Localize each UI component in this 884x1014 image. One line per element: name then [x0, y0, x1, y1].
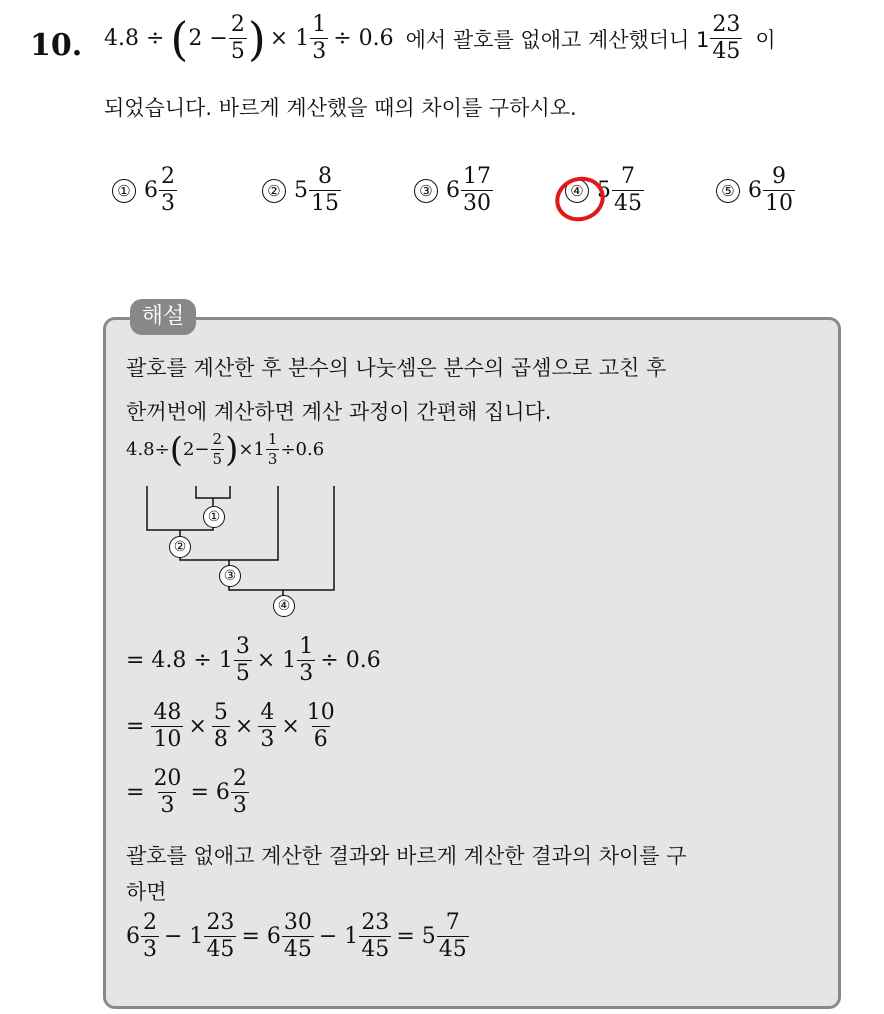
- question-number: 10.: [30, 28, 83, 63]
- choice-whole: 6: [446, 178, 460, 203]
- choice-whole: 5: [294, 178, 308, 203]
- calc-text: ÷ 0.6: [320, 648, 381, 673]
- choice-fraction: 2 3: [161, 164, 175, 216]
- calc-line-3: [126, 768, 250, 817]
- question-end: 이: [755, 27, 776, 52]
- expr-mul: × 1: [269, 26, 310, 51]
- expr-rest: ÷ 0.6: [333, 26, 394, 51]
- fraction: $\frac{23}{45}$: [206, 910, 235, 962]
- step-label: ①: [203, 506, 225, 528]
- expr-start: 4.8 ÷: [104, 26, 165, 51]
- explanation-text-3: 괄호를 없애고 계산한 결과와 바르게 계산한 결과의 차이를 구: [126, 844, 687, 868]
- calc-text: − 1: [164, 924, 204, 949]
- right-paren: ): [225, 429, 239, 470]
- fraction: $\frac{20}{3}$: [153, 766, 182, 818]
- choice-whole: 6: [748, 178, 762, 203]
- fraction: $\frac{3}{5}$: [235, 634, 250, 686]
- choice-fraction: 9 10: [765, 164, 793, 216]
- fraction: 7 45: [438, 910, 467, 962]
- step-label: ③: [219, 565, 241, 587]
- fraction: $\frac{5}{8}$: [213, 700, 228, 752]
- fraction: 30 45: [283, 910, 312, 962]
- fraction: $\frac{1}{3}$: [267, 430, 278, 468]
- right-paren: ): [247, 11, 266, 66]
- question-mid: 에서 괄호를 없애고 계산했더니 1: [405, 27, 710, 52]
- fraction: $\frac{1}{3}$: [312, 12, 327, 64]
- question-line-2: 되었습니다. 바르게 계산했을 때의 차이를 구하시오.: [104, 96, 577, 120]
- choice-whole: 6: [144, 178, 158, 203]
- explanation-text-1: 괄호를 계산한 후 분수의 나눗셈은 분수의 곱셈으로 고친 후: [126, 356, 667, 380]
- expr-start: 4.8÷: [126, 439, 170, 460]
- choice-number: ①: [112, 179, 136, 203]
- fraction: $\frac{23}{45}$: [361, 910, 390, 962]
- step-label: ②: [169, 536, 191, 558]
- fraction: 2 3: [232, 766, 247, 818]
- choice-number: ④: [565, 179, 589, 203]
- calc-text: =: [126, 780, 145, 805]
- fraction: 2 3: [143, 910, 157, 962]
- left-paren: (: [169, 429, 183, 470]
- explanation-text-2: 한꺼번에 계산하면 계산 과정이 간편해 집니다.: [126, 400, 552, 424]
- choice-fraction: 8 15: [311, 164, 339, 216]
- expr-mul: ×1: [238, 439, 265, 460]
- calc-text: = 6: [241, 924, 281, 949]
- calc-line-4: [126, 912, 470, 961]
- calc-text: ×: [281, 714, 300, 739]
- step-label: ④: [273, 595, 295, 617]
- calc-text: = 6: [190, 780, 230, 805]
- explanation-text-4: 하면: [126, 880, 167, 904]
- calc-text: ×: [188, 714, 207, 739]
- result-fraction: 23 45: [712, 12, 741, 64]
- calc-line-2: [126, 702, 338, 751]
- calc-text: 6: [126, 924, 140, 949]
- choice-number: ③: [414, 179, 438, 203]
- calc-text: = 5: [396, 924, 436, 949]
- explanation-tag: 해설: [130, 299, 196, 335]
- fraction: $\frac{1}{3}$: [299, 634, 314, 686]
- choice-fraction: 17 30: [463, 164, 491, 216]
- fraction: $\frac{2}{5}$: [230, 12, 245, 64]
- fraction: $\frac{10}{6}$: [306, 700, 335, 752]
- calc-text: × 1: [256, 648, 297, 673]
- choice-fraction: 7 45: [614, 164, 642, 216]
- expr-two: 2 −: [188, 26, 228, 51]
- choice-number: ⑤: [716, 179, 740, 203]
- expr-rest: ÷0.6: [280, 439, 325, 460]
- fraction: $\frac{4}{3}$: [260, 700, 275, 752]
- calc-line-1: [126, 636, 381, 685]
- calc-text: =: [126, 714, 145, 739]
- fraction: $\frac{2}{5}$: [212, 430, 223, 468]
- choice-number: ②: [262, 179, 286, 203]
- choice-whole: 5: [597, 178, 611, 203]
- calc-text: ×: [234, 714, 254, 739]
- fraction: $\frac{48}{10}$: [153, 700, 182, 752]
- left-paren: (: [170, 11, 189, 66]
- calc-text: − 1: [318, 924, 359, 949]
- calc-text: = 4.8 ÷ 1: [126, 648, 233, 673]
- expr-two: 2−: [182, 439, 210, 460]
